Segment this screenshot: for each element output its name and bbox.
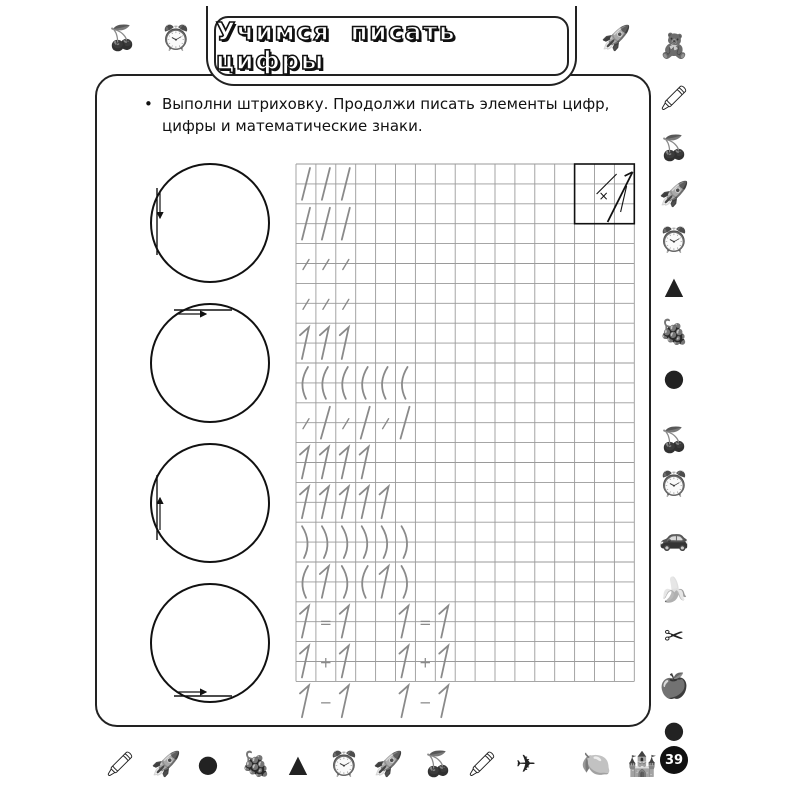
cherries-icon: 🍒: [423, 750, 453, 778]
page-title: Учимся писать цифры: [216, 17, 457, 75]
instruction-bullet: •: [144, 95, 153, 113]
ball-icon: ●: [663, 364, 685, 392]
alarm-clock-icon: ⏰: [659, 226, 689, 254]
traced-math-sign: −: [319, 693, 333, 712]
grapes-icon: 🍇: [241, 750, 271, 778]
title-tab: [206, 6, 577, 86]
shading-circle-4[interactable]: [150, 583, 270, 703]
cherries-icon: 🍒: [659, 134, 689, 162]
traced-math-sign: =: [319, 613, 333, 632]
alarm-clock-icon: ⏰: [659, 470, 689, 498]
pyramid-toy-icon: ▲: [288, 750, 308, 778]
shading-circle-1[interactable]: [150, 163, 270, 283]
scissors-icon: ✂: [663, 622, 685, 650]
pyramid-toy-icon: ▲: [664, 272, 684, 300]
apple-icon: 🍎: [659, 672, 689, 700]
ball-icon: ●: [197, 750, 219, 778]
shading-circle-3[interactable]: [150, 443, 270, 563]
car-icon: 🚗: [659, 524, 689, 552]
airplane-icon: ✈: [515, 750, 537, 778]
title-box: [214, 16, 569, 76]
rocket-icon: 🚀: [151, 750, 181, 778]
rocket-icon: 🚀: [659, 180, 689, 208]
rocket-icon: 🚀: [601, 24, 631, 52]
traced-math-sign: +: [419, 653, 432, 672]
instruction-line-1: Выполни штриховку. Продолжи писать элементы цифр,: [162, 95, 610, 113]
example-cross-mark: ×: [598, 189, 609, 203]
alarm-clock-icon: ⏰: [329, 750, 359, 778]
page-number: 39: [660, 746, 688, 774]
cherries-icon: 🍒: [659, 426, 689, 454]
cherries-icon: 🍒: [107, 24, 137, 52]
shading-circle-2[interactable]: [150, 303, 270, 423]
grapes-icon: 🍇: [659, 318, 689, 346]
castle-icon: 🏰: [627, 750, 657, 778]
crayons-icon: 🖍: [658, 84, 690, 112]
crayons-icon: 🖍: [466, 750, 498, 778]
banana-icon: 🍌: [659, 576, 689, 604]
crayons-icon: 🖍: [104, 750, 136, 778]
traced-math-sign: −: [419, 693, 432, 712]
instruction: [144, 93, 624, 137]
instruction-line-2: цифры и математические знаки.: [162, 117, 423, 135]
lemon-icon: 🍋: [581, 750, 611, 778]
alarm-clock-icon: ⏰: [161, 24, 191, 52]
traced-math-sign: =: [419, 613, 432, 632]
bear-icon: 🧸: [659, 32, 689, 60]
ball-icon: ●: [663, 716, 685, 744]
traced-math-sign: +: [319, 653, 333, 672]
rocket-icon: 🚀: [373, 750, 403, 778]
